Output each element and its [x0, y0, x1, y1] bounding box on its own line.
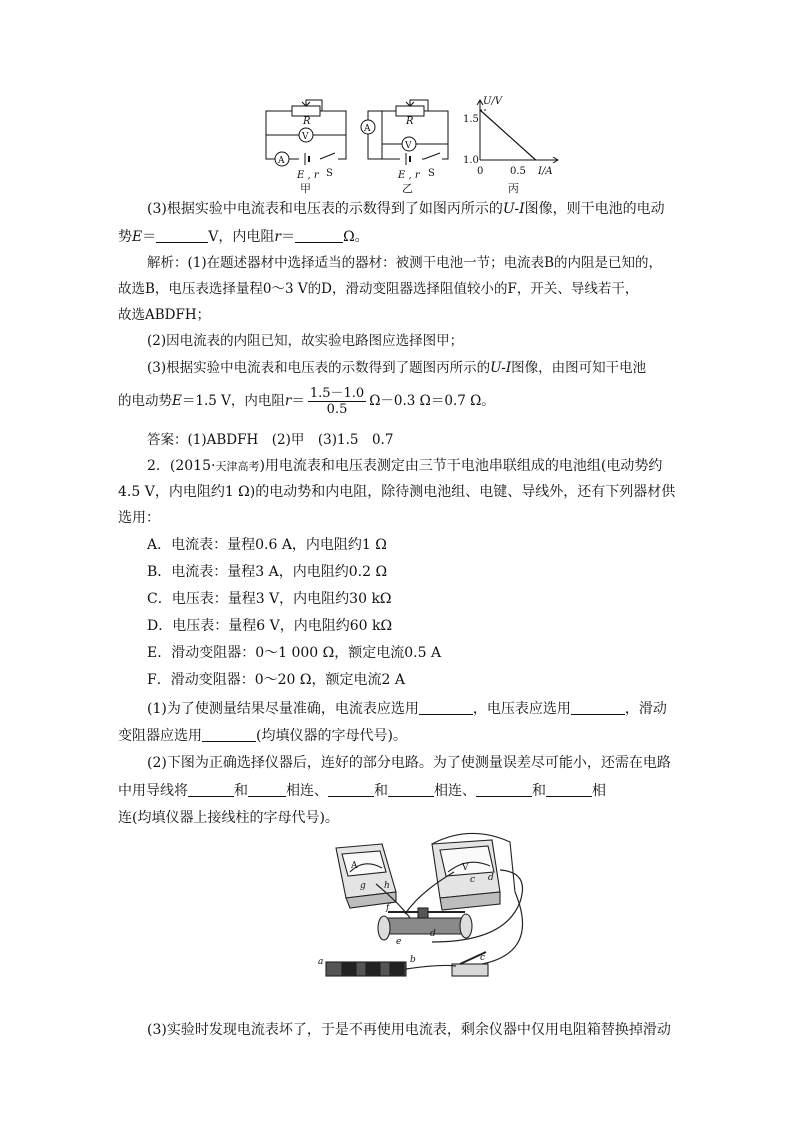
q3-text-c: V，内电阻: [208, 229, 275, 245]
sub1-text-e: (均填仪器的字母代号)。: [256, 728, 407, 744]
bing-y-tick-1-5: 1.5: [463, 114, 479, 125]
label-a: a: [318, 957, 324, 967]
analysis-line-4: (2)因电流表的内阻已知，故实验电路图应选择图甲；: [147, 333, 464, 349]
answer-blank-emf[interactable]: [156, 228, 208, 243]
fraction-denominator: 0.5: [326, 402, 348, 417]
analysis-4-E: E: [172, 393, 182, 409]
jia-Er-label: E , r: [297, 170, 319, 181]
yi-R-label: R: [406, 116, 414, 127]
analysis-line-2: 故选B，电压表选择量程0～3 V的D，滑动变阻器选择阻值较小的F，开关、导线若干，: [118, 281, 639, 297]
rheostat-device: [378, 908, 472, 940]
option-D: D．电压表：量程6 V，内电阻约60 kΩ: [147, 618, 393, 634]
ammeter-A-label: A: [351, 861, 358, 871]
circuit-figures: [0, 0, 794, 200]
analysis-4-eq: ＝: [291, 393, 305, 409]
analysis-3-text-b: 图像，由图可知干电池: [511, 360, 647, 376]
yi-caption: 乙: [402, 182, 413, 195]
answer-blank-wire-3b[interactable]: [546, 782, 592, 797]
fraction-numerator: 1.5－1.0: [309, 386, 365, 401]
answer-blank-wire-1a[interactable]: [188, 782, 234, 797]
jia-caption: 甲: [300, 182, 311, 195]
problem-2-source: 天津高考: [215, 460, 260, 473]
q3-text-a: (3)根据实验中电流表和电压表的示数得到了如图丙所示的: [147, 201, 503, 217]
label-g: g: [360, 881, 366, 891]
sub2-line-1: (2)下图为正确选择仪器后，连好的部分电路。为了使测量误差尽可能小，还需在电路: [147, 755, 671, 771]
sub2-end: 相: [592, 783, 606, 799]
option-E: E．滑动变阻器：0～1 000 Ω，额定电流0.5 A: [147, 645, 442, 661]
sub2-con-1: 相连、: [286, 783, 328, 799]
q3-E: E: [132, 229, 143, 245]
label-h: h: [384, 881, 390, 891]
analysis-line-6: [118, 384, 678, 418]
label-c: c: [480, 953, 486, 963]
q3-line-2: [118, 227, 678, 247]
jia-S-label: S: [326, 168, 333, 179]
voltmeter-V-label: V: [462, 863, 469, 873]
fraction: [308, 386, 366, 417]
bing-x-tick-0-5: 0.5: [510, 166, 526, 177]
problem-2-line-1: [147, 456, 677, 477]
answer-blank-wire-2a[interactable]: [328, 782, 374, 797]
problem-2-line-3: 选用：: [118, 510, 160, 526]
q3-r: r: [274, 229, 282, 245]
bing-caption: 丙: [508, 182, 519, 195]
sub1-text-b: ，电压表应选用: [472, 701, 571, 717]
problem-2-number: 2．(2015·: [147, 458, 216, 474]
answer-blank-rheostat[interactable]: [202, 727, 256, 742]
sub2-con-2: 相连、: [434, 783, 476, 799]
yi-Er-label: E , r: [398, 170, 420, 181]
answer-blank-wire-3a[interactable]: [476, 782, 532, 797]
sub2-and-1: 和: [234, 783, 248, 799]
option-A: A．电流表：量程0.6 A，内电阻约1 Ω: [147, 537, 387, 553]
apparatus-figure: [0, 832, 794, 992]
ui-data-line: [480, 110, 536, 160]
analysis-4-text-b: ＝1.5 V，内电阻: [181, 393, 285, 409]
bing-x-axis-label: I/A: [538, 166, 553, 177]
label-d: d: [430, 929, 436, 939]
q3-eq-1: ＝: [142, 229, 157, 245]
circuit-yi: [361, 100, 448, 165]
answer-line: 答案：(1)ABDFH (2)甲 (3)1.5 0.7: [147, 432, 394, 448]
sub2-and-3: 和: [532, 783, 546, 799]
sub1-line-2: [118, 726, 678, 746]
sub2-line-2: [118, 781, 678, 801]
option-C: C．电压表：量程3 V，内电阻约30 kΩ: [147, 591, 392, 607]
sub3-line-1: (3)实验时发现电流表坏了，于是不再使用电流表，剩余仪器中仅用电阻箱替换掉滑动: [147, 1022, 671, 1038]
jia-A-symbol: A: [278, 156, 285, 166]
analysis-4-text-a: 的电动势: [118, 393, 172, 409]
jia-V-symbol: V: [302, 132, 309, 142]
battery-pack: [326, 962, 406, 976]
voltmeter-device: [432, 833, 515, 910]
q3-shi: 势: [118, 229, 132, 245]
sub2-line-3: 连(均填仪器上接线柱的字母代号)。: [118, 810, 339, 826]
q3-line-1: [147, 199, 677, 219]
answer-blank-voltmeter[interactable]: [571, 700, 625, 715]
option-B: B．电流表：量程3 A，内电阻约0.2 Ω: [147, 564, 388, 580]
jia-R-label: R: [303, 116, 311, 127]
analysis-4-text-d: Ω－0.3 Ω＝0.7 Ω。: [369, 393, 495, 409]
sub1-line-1: [147, 699, 677, 719]
label-d-volt: d: [488, 873, 494, 883]
label-e: e: [396, 937, 402, 947]
label-f: f: [386, 903, 390, 913]
answer-blank-wire-1b[interactable]: [248, 782, 286, 797]
analysis-line-3: 故选ABDFH；: [118, 307, 211, 323]
bing-y-tick-1-0: 1.0: [463, 155, 479, 166]
sub2-text-b: 中用导线将: [118, 783, 188, 799]
ammeter-device: [336, 844, 396, 908]
analysis-3-ui: U-I: [490, 360, 512, 376]
label-b: b: [410, 955, 416, 965]
analysis-line-1: 解析：(1)在题述器材中选择适当的器材：被测干电池一节；电流表B的内阻是已知的，: [147, 255, 663, 271]
analysis-4-r: r: [284, 393, 292, 409]
option-F: F．滑动变阻器：0～20 Ω，额定电流2 A: [147, 672, 405, 688]
label-c-volt: c: [470, 875, 476, 885]
problem-2-line-2: 4.5 V，内电阻约1 Ω)的电动势和内电阻，除待测电池组、电键、导线外，还有下列器材供: [118, 484, 676, 500]
q3-eq-2: ＝: [281, 229, 296, 245]
q3-ui-symbol: U-I: [502, 201, 525, 217]
analysis-3-text-a: (3)根据实验中电流表和电压表的示数得到了题图丙所示的: [147, 360, 491, 376]
yi-A-symbol: A: [364, 124, 371, 134]
sub1-text-c: ，滑动: [624, 701, 667, 717]
yi-V-symbol: V: [405, 141, 412, 151]
answer-blank-ammeter[interactable]: [419, 700, 473, 715]
q3-text-b: 图像，则干电池的电动: [524, 201, 665, 217]
answer-blank-resistance[interactable]: [295, 228, 343, 243]
bing-x-tick-0: 0: [477, 166, 484, 177]
sub1-text-a: (1)为了使测量结果尽量准确，电流表应选用: [147, 701, 419, 717]
answer-blank-wire-2b[interactable]: [388, 782, 434, 797]
analysis-line-5: [147, 358, 677, 378]
sub1-text-d: 变阻器应选用: [118, 728, 202, 744]
graph-bing-axes: [477, 100, 558, 163]
bing-y-axis-label: U/V: [483, 96, 503, 107]
yi-S-label: S: [428, 168, 435, 179]
q3-text-e: Ω。: [343, 229, 369, 245]
sub2-and-2: 和: [374, 783, 388, 799]
problem-2-text: )用电流表和电压表测定由三节干电池串联组成的电池组(电动势约: [259, 458, 663, 474]
